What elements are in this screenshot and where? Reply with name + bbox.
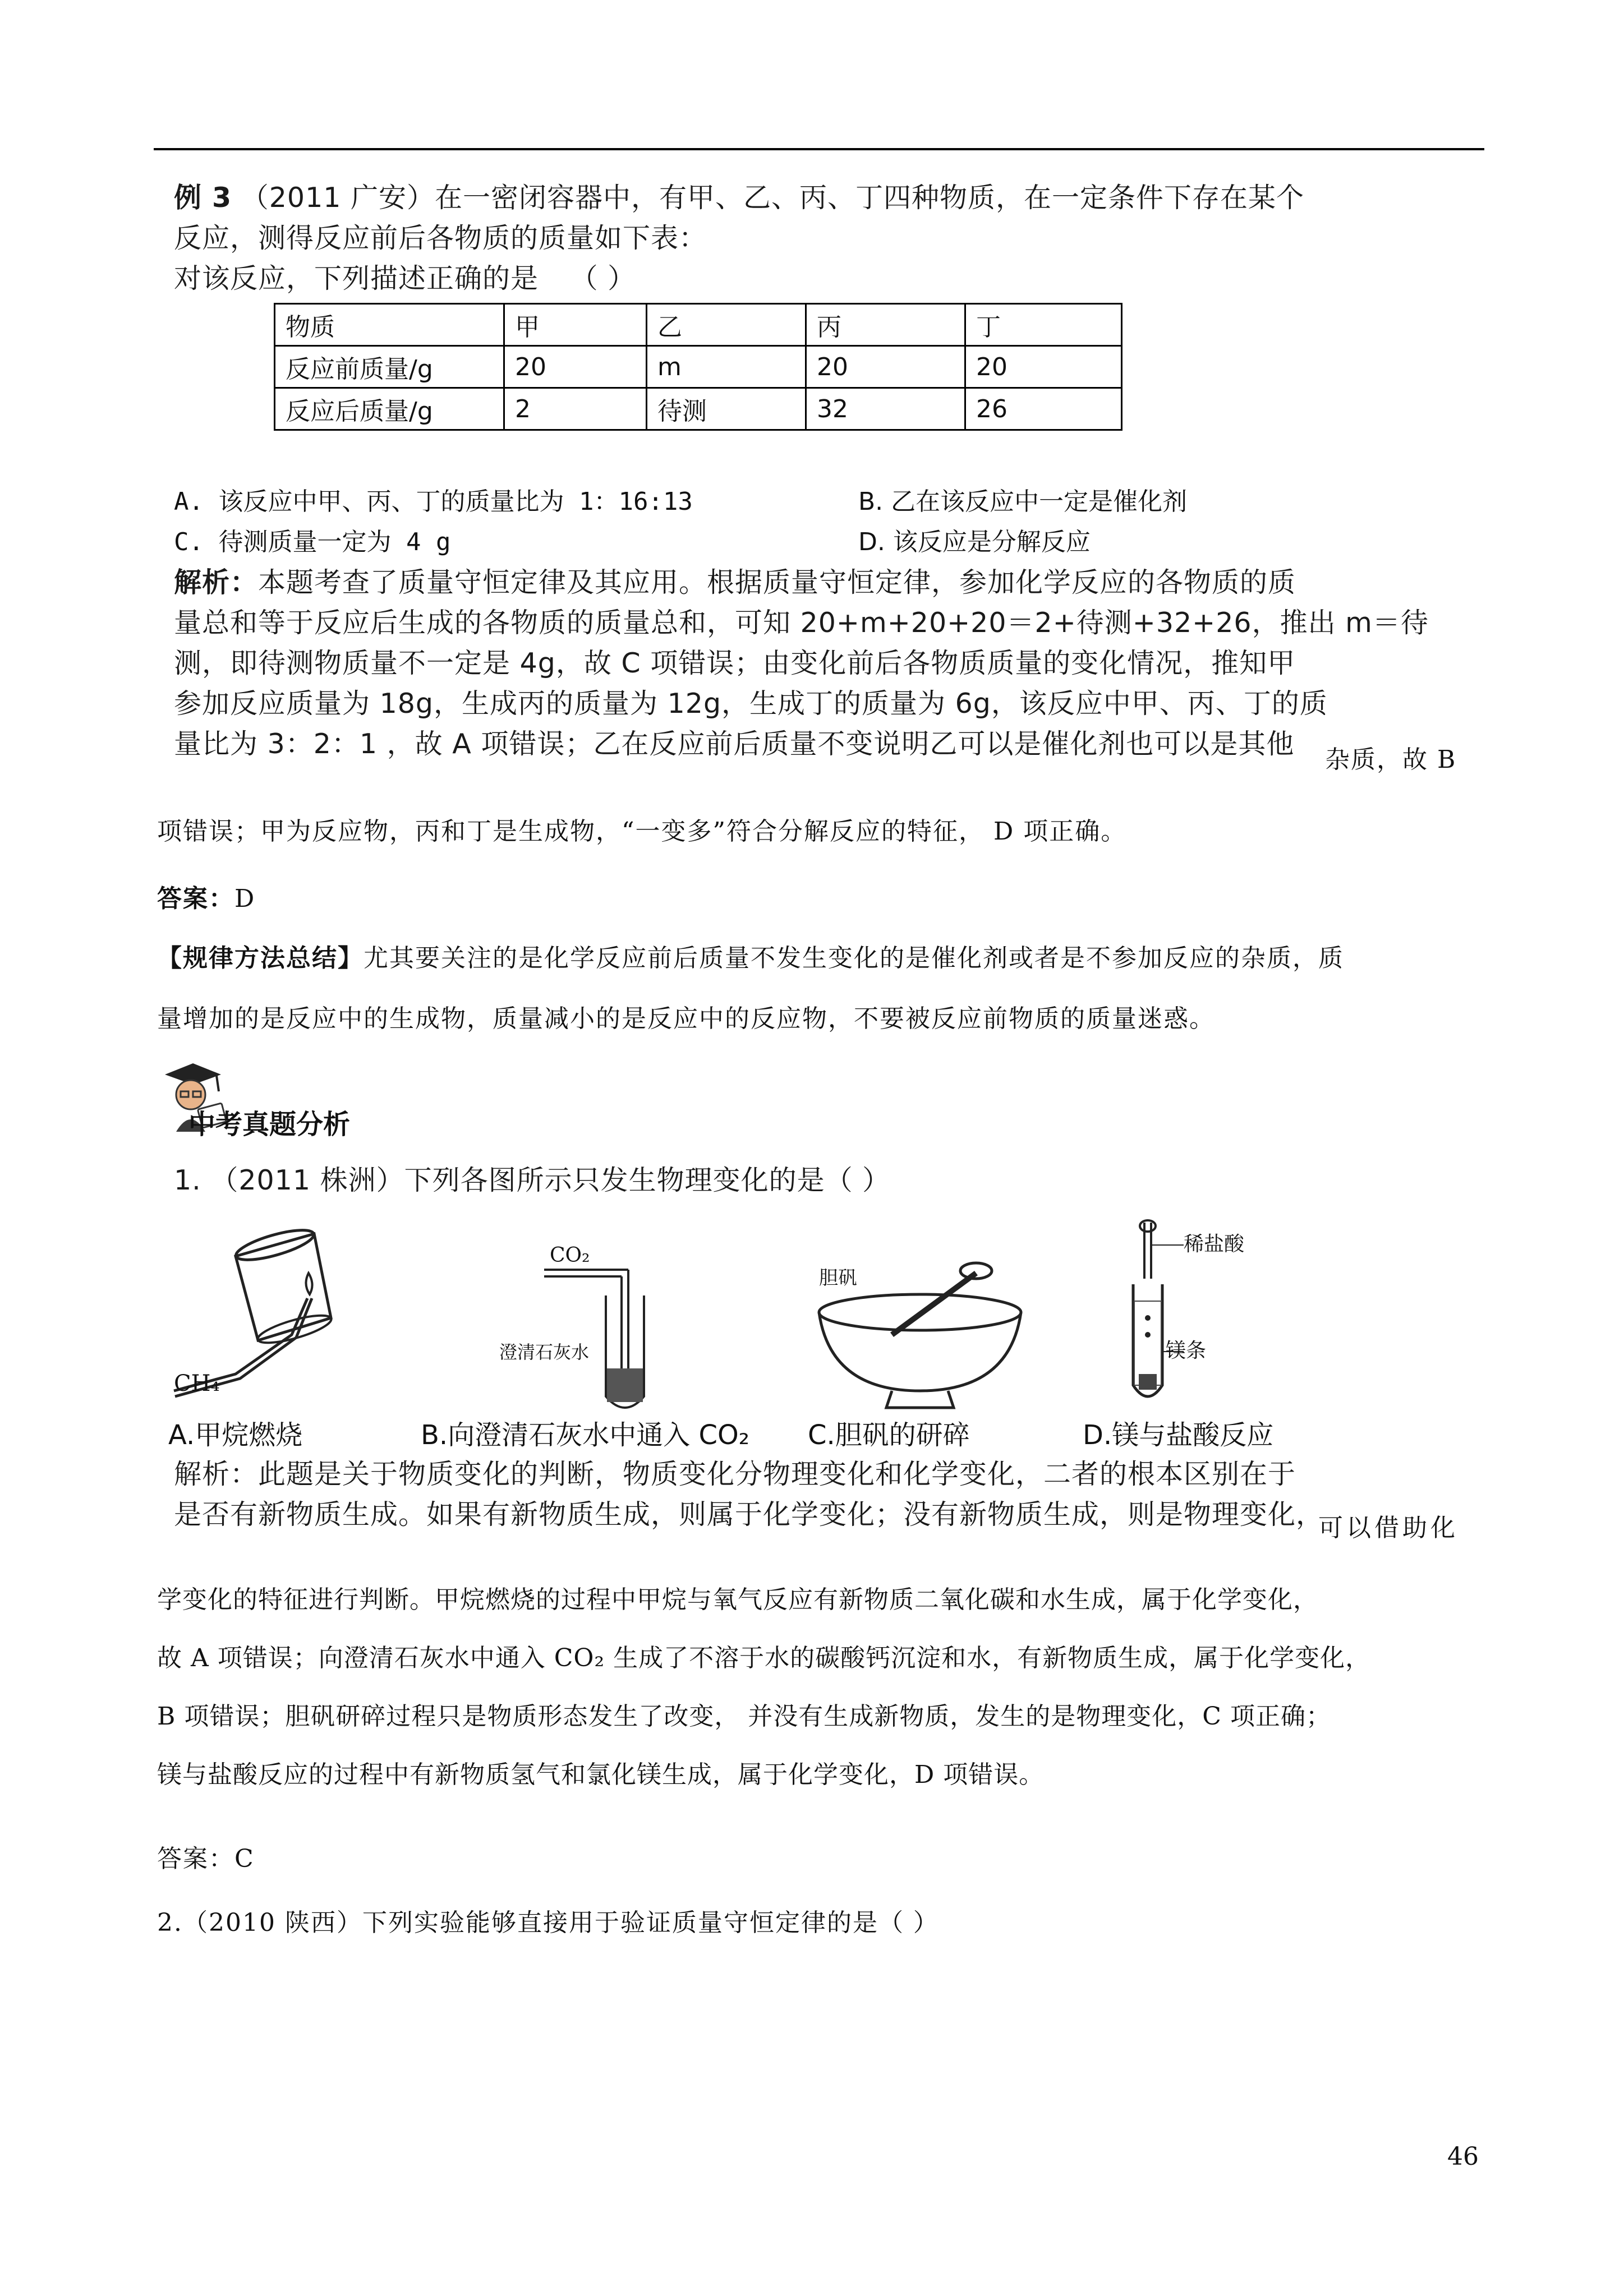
analysis-line-5: 量比为 3：2：1 ，故 A 项错误；乙在反应前后质量不变说明乙可以是催化剂也可以是其他 — [174, 728, 1295, 760]
table-cell: 32 — [806, 388, 965, 430]
analysis-line-3: 测，即待测物质量不一定是 4g，故 C 项错误；由变化前后各物质质量的变化情况，推知甲 — [174, 647, 1296, 679]
table-cell: 2 — [504, 388, 647, 430]
figure-d-mg-acid — [1099, 1217, 1279, 1408]
caption-b: B.向澄清石灰水中通入 CO₂ — [421, 1419, 749, 1451]
table-cell: 乙 — [647, 304, 806, 346]
figure-b-limewater-tube — [499, 1234, 701, 1419]
page-number: 46 — [1447, 2142, 1479, 2171]
table-cell: 20 — [965, 346, 1122, 388]
option-a: A. 该反应中甲、丙、丁的质量比为 1：16:13 — [174, 487, 693, 516]
analysis-line-2: 量总和等于反应后生成的各物质的质量总和，可知 20+m+20+20＝2+待测+32+26，推出 m＝待 — [174, 607, 1429, 639]
q1-analysis-1: 解析：此题是关于物质变化的判断，物质变化分物理变化和化学变化，二者的根本区别在于 — [174, 1458, 1296, 1490]
summary-label: 【规律方法总结】 — [157, 944, 364, 972]
caption-a: A.甲烷燃烧 — [168, 1419, 303, 1451]
table-cell: 甲 — [504, 304, 647, 346]
answer-1 — [157, 879, 255, 919]
answer-value: C — [234, 1845, 255, 1873]
table-cell: m — [647, 346, 806, 388]
table-cell: 26 — [965, 388, 1122, 430]
q1-analysis-4: 故 A 项错误；向澄清石灰水中通入 CO₂ 生成了不溶于水的碳酸钙沉淀和水，有新物质生成，属于化学变化， — [157, 1644, 1371, 1672]
q1-analysis-5: B 项错误；胆矾研碎过程只是物质形态发生了改变， 并没有生成新物质，发生的是物理变化，C 项正确； — [157, 1702, 1331, 1731]
q1-analysis-2: 是否有新物质生成。如果有新物质生成，则属于化学变化；没有新物质生成，则是物理变化， — [174, 1499, 1324, 1530]
option-b: B. 乙在该反应中一定是催化剂 — [858, 487, 1188, 516]
caption-c: C.胆矾的研碎 — [808, 1419, 970, 1451]
analysis-line-4: 参加反应质量为 18g，生成丙的质量为 12g，生成丁的质量为 6g，该反应中甲、丙、丁的质 — [174, 688, 1328, 720]
question-2: 2.（2010 陕西）下列实验能够直接用于验证质量守恒定律的是（ ） — [157, 1908, 939, 1937]
option-c: C. 待测质量一定为 4 g — [174, 528, 451, 556]
q1-analysis-6: 镁与盐酸反应的过程中有新物质氢气和氯化镁生成，属于化学变化，D 项错误。 — [157, 1760, 1045, 1789]
table-cell: 20 — [504, 346, 647, 388]
answer-value: D — [234, 884, 256, 913]
analysis-label: 解析： — [174, 566, 259, 598]
example-text-1: 在一密闭容器中，有甲、乙、丙、丁四种物质，在一定条件下存在某个 — [435, 182, 1305, 214]
analysis-line-5-tail: 杂质，故 B — [1325, 745, 1457, 774]
acid-label: 稀盐酸 — [1184, 1233, 1245, 1256]
table-cell: 待测 — [647, 388, 806, 430]
analysis-line-6: 项错误；甲为反应物，丙和丁是生成物，“一变多”符合分解反应的特征， D 项正确。 — [157, 817, 1127, 846]
table-row — [275, 346, 1122, 388]
example-question: 对该反应，下列描述正确的是 — [174, 262, 539, 294]
example-question-line — [174, 259, 636, 298]
summary-line-2: 量增加的是反应中的生成物，质量减小的是反应中的反应物，不要被反应前物质的质量迷惑。 — [157, 1004, 1215, 1033]
mass-table — [274, 303, 1122, 431]
summary-text: 尤其要关注的是化学反应前后质量不发生变化的是催化剂或者是不参加反应的杂质，质 — [364, 944, 1344, 972]
answer-label: 答案： — [157, 1845, 234, 1873]
table-cell: 20 — [806, 346, 965, 388]
figure-c-mortar — [808, 1251, 1032, 1413]
section-title: 中考真题分析 — [188, 1109, 351, 1140]
table-cell: 反应前质量/g — [275, 346, 504, 388]
table-cell: 反应后质量/g — [275, 388, 504, 430]
example-heading-line — [174, 178, 1304, 218]
q1-analysis-3: 学变化的特征进行判断。甲烷燃烧的过程中甲烷与氧气反应有新物质二氧化碳和水生成，属于化学变化， — [157, 1585, 1318, 1614]
q1-analysis-2-tail: 可以借助化 — [1318, 1514, 1459, 1542]
option-d: D. 该反应是分解反应 — [858, 528, 1091, 556]
answer-2 — [157, 1839, 255, 1879]
analysis-line-1 — [174, 563, 1296, 602]
limewater-label: 澄清石灰水 — [499, 1341, 590, 1363]
example-paren: （ ） — [570, 262, 636, 294]
table-header-row — [275, 304, 1122, 346]
table-cell: 物质 — [275, 304, 504, 346]
co2-label: CO₂ — [550, 1244, 590, 1267]
question-1: 1. （2011 株洲）下列各图所示只发生物理变化的是（ ） — [174, 1164, 891, 1196]
example-text-2: 反应，测得反应前后各物质的质量如下表： — [174, 222, 707, 254]
danfan-label: 胆矾 — [819, 1267, 857, 1289]
analysis-text: 本题考查了质量守恒定律及其应用。根据质量守恒定律，参加化学反应的各物质的质 — [258, 566, 1296, 598]
mg-label: 镁条 — [1166, 1339, 1207, 1362]
example-lead: 例 3 — [174, 182, 232, 214]
figure-a-methane-burning — [168, 1223, 404, 1408]
header-rule — [154, 148, 1484, 150]
ch4-label: CH₄ — [174, 1371, 220, 1396]
table-cell: 丁 — [965, 304, 1122, 346]
example-source: （2011 广安） — [241, 182, 435, 214]
answer-label: 答案： — [157, 884, 234, 913]
table-row — [275, 388, 1122, 430]
summary-line-1 — [157, 939, 1344, 978]
table-cell: 丙 — [806, 304, 965, 346]
caption-d: D.镁与盐酸反应 — [1083, 1419, 1274, 1451]
